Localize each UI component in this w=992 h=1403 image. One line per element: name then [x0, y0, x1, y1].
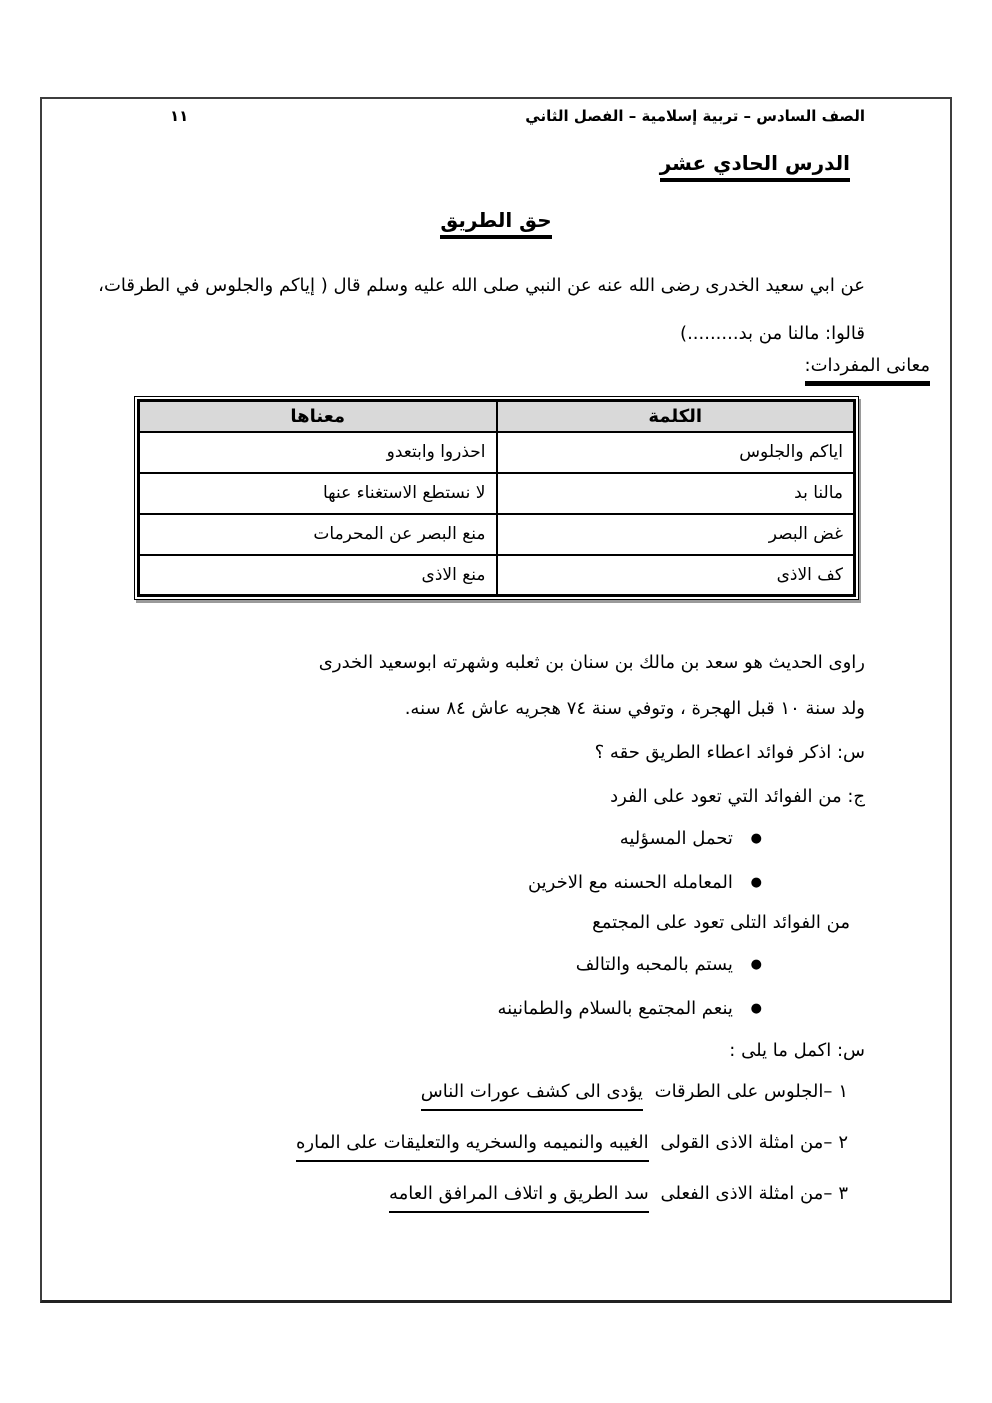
item-stem: من امثلة الاذى الفعلى: [660, 1183, 824, 1204]
vocab-section-label: معانى المفردات:: [805, 355, 931, 386]
item-dash: –: [823, 1183, 833, 1204]
fill-in-prompt: س: اكمل ما يلى :: [729, 1040, 865, 1061]
item-answer: يؤدى الى كشف عورات الناس: [421, 1080, 643, 1111]
item-answer: سد الطريق و اتلاف المرافق العامه: [389, 1182, 649, 1213]
benefits-question: س: اذكر فوائد اعطاء الطريق حقه ؟: [594, 742, 865, 763]
item-number: ٣: [838, 1183, 848, 1204]
page-header: [42, 99, 950, 125]
item-dash: –: [823, 1132, 833, 1153]
benefit-text: ينعم المجتمع بالسلام والطمانينه: [497, 998, 733, 1019]
page-border-frame: [40, 97, 952, 1303]
item-number: ٢: [838, 1132, 848, 1153]
item-stem: من امثلة الاذى القولى: [660, 1132, 824, 1153]
vocab-row-2: [139, 473, 855, 514]
hadith-line-1: عن ابي سعيد الخدرى رضى الله عنه عن النبي صلى الله عليه وسلم قال ( إياكم والجلوس في الطرقات،: [98, 275, 865, 296]
vocab-section-line: [42, 355, 950, 386]
vocab-meaning: لا نستطع الاستغناء عنها: [139, 473, 497, 514]
vocab-row-4: [139, 555, 855, 596]
lesson-number-title: الدرس الحادي عشر: [660, 151, 850, 182]
benefit-text: تحمل المسؤليه: [619, 828, 733, 849]
fill-in-item-2: [42, 1131, 950, 1162]
item-number: ١: [838, 1081, 848, 1102]
vocab-word: كف الاذى: [497, 555, 855, 596]
lesson-title: حق الطريق: [440, 208, 551, 239]
vocab-word: مالنا بد: [497, 473, 855, 514]
vocab-meaning: منع الاذى: [139, 555, 497, 596]
fill-in-item-3: [42, 1182, 950, 1213]
narrator-line-1: راوى الحديث هو سعد بن مالك بن سنان بن ثعلبه وشهرته ابوسعيد الخدرى: [318, 652, 865, 673]
narrator-line-2: ولد سنة ١٠ قبل الهجرة ، وتوفي سنة ٧٤ هجريه عاش ٨٤ سنه.: [404, 698, 865, 719]
vocab-meaning: احذروا وابتعدو: [139, 432, 497, 473]
list-item: [42, 996, 762, 1022]
vocab-word: غض البصر: [497, 514, 855, 555]
vocab-col-meaning-header: معناها: [139, 401, 497, 432]
page-number: ١١: [170, 107, 189, 125]
lesson-number-line: [42, 151, 950, 182]
community-benefits-list: [42, 952, 950, 1022]
list-item: [42, 870, 762, 896]
course-info: الصف السادس – تربية إسلامية – الفصل الثاني: [525, 107, 865, 125]
fill-in-item-1: [42, 1080, 950, 1111]
benefits-answer-lead: ج: من الفوائد التي تعود على الفرد: [610, 786, 865, 807]
vocab-header-row: [139, 401, 855, 432]
community-benefits-lead: من الفوائد التلى تعود على المجتمع: [592, 912, 850, 933]
bullet-icon: ●: [750, 957, 762, 972]
item-dash: –: [823, 1081, 833, 1102]
hadith-line-2: قالوا: مالنا من بد.........): [680, 323, 865, 344]
vocab-row-3: [139, 514, 855, 555]
list-item: [42, 826, 762, 852]
list-item: [42, 952, 762, 978]
bullet-icon: ●: [750, 875, 762, 890]
vocabulary-table: [134, 396, 859, 600]
lesson-title-line: [42, 208, 950, 239]
individual-benefits-list: [42, 826, 950, 896]
item-answer: الغيبه والنميمه والسخريه والتعليقات على الماره: [296, 1131, 649, 1162]
vocab-row-1: [139, 432, 855, 473]
benefit-text: المعامله الحسنه مع الاخرين: [527, 872, 733, 893]
item-stem: الجلوس على الطرقات: [654, 1081, 824, 1102]
bullet-icon: ●: [750, 1001, 762, 1016]
bullet-icon: ●: [750, 831, 762, 846]
vocab-word: اياكم والجلوس: [497, 432, 855, 473]
vocab-meaning: منع البصر عن المحرمات: [139, 514, 497, 555]
vocab-col-word-header: الكلمة: [497, 401, 855, 432]
benefit-text: يستم بالمحبه والتالف: [575, 954, 733, 975]
